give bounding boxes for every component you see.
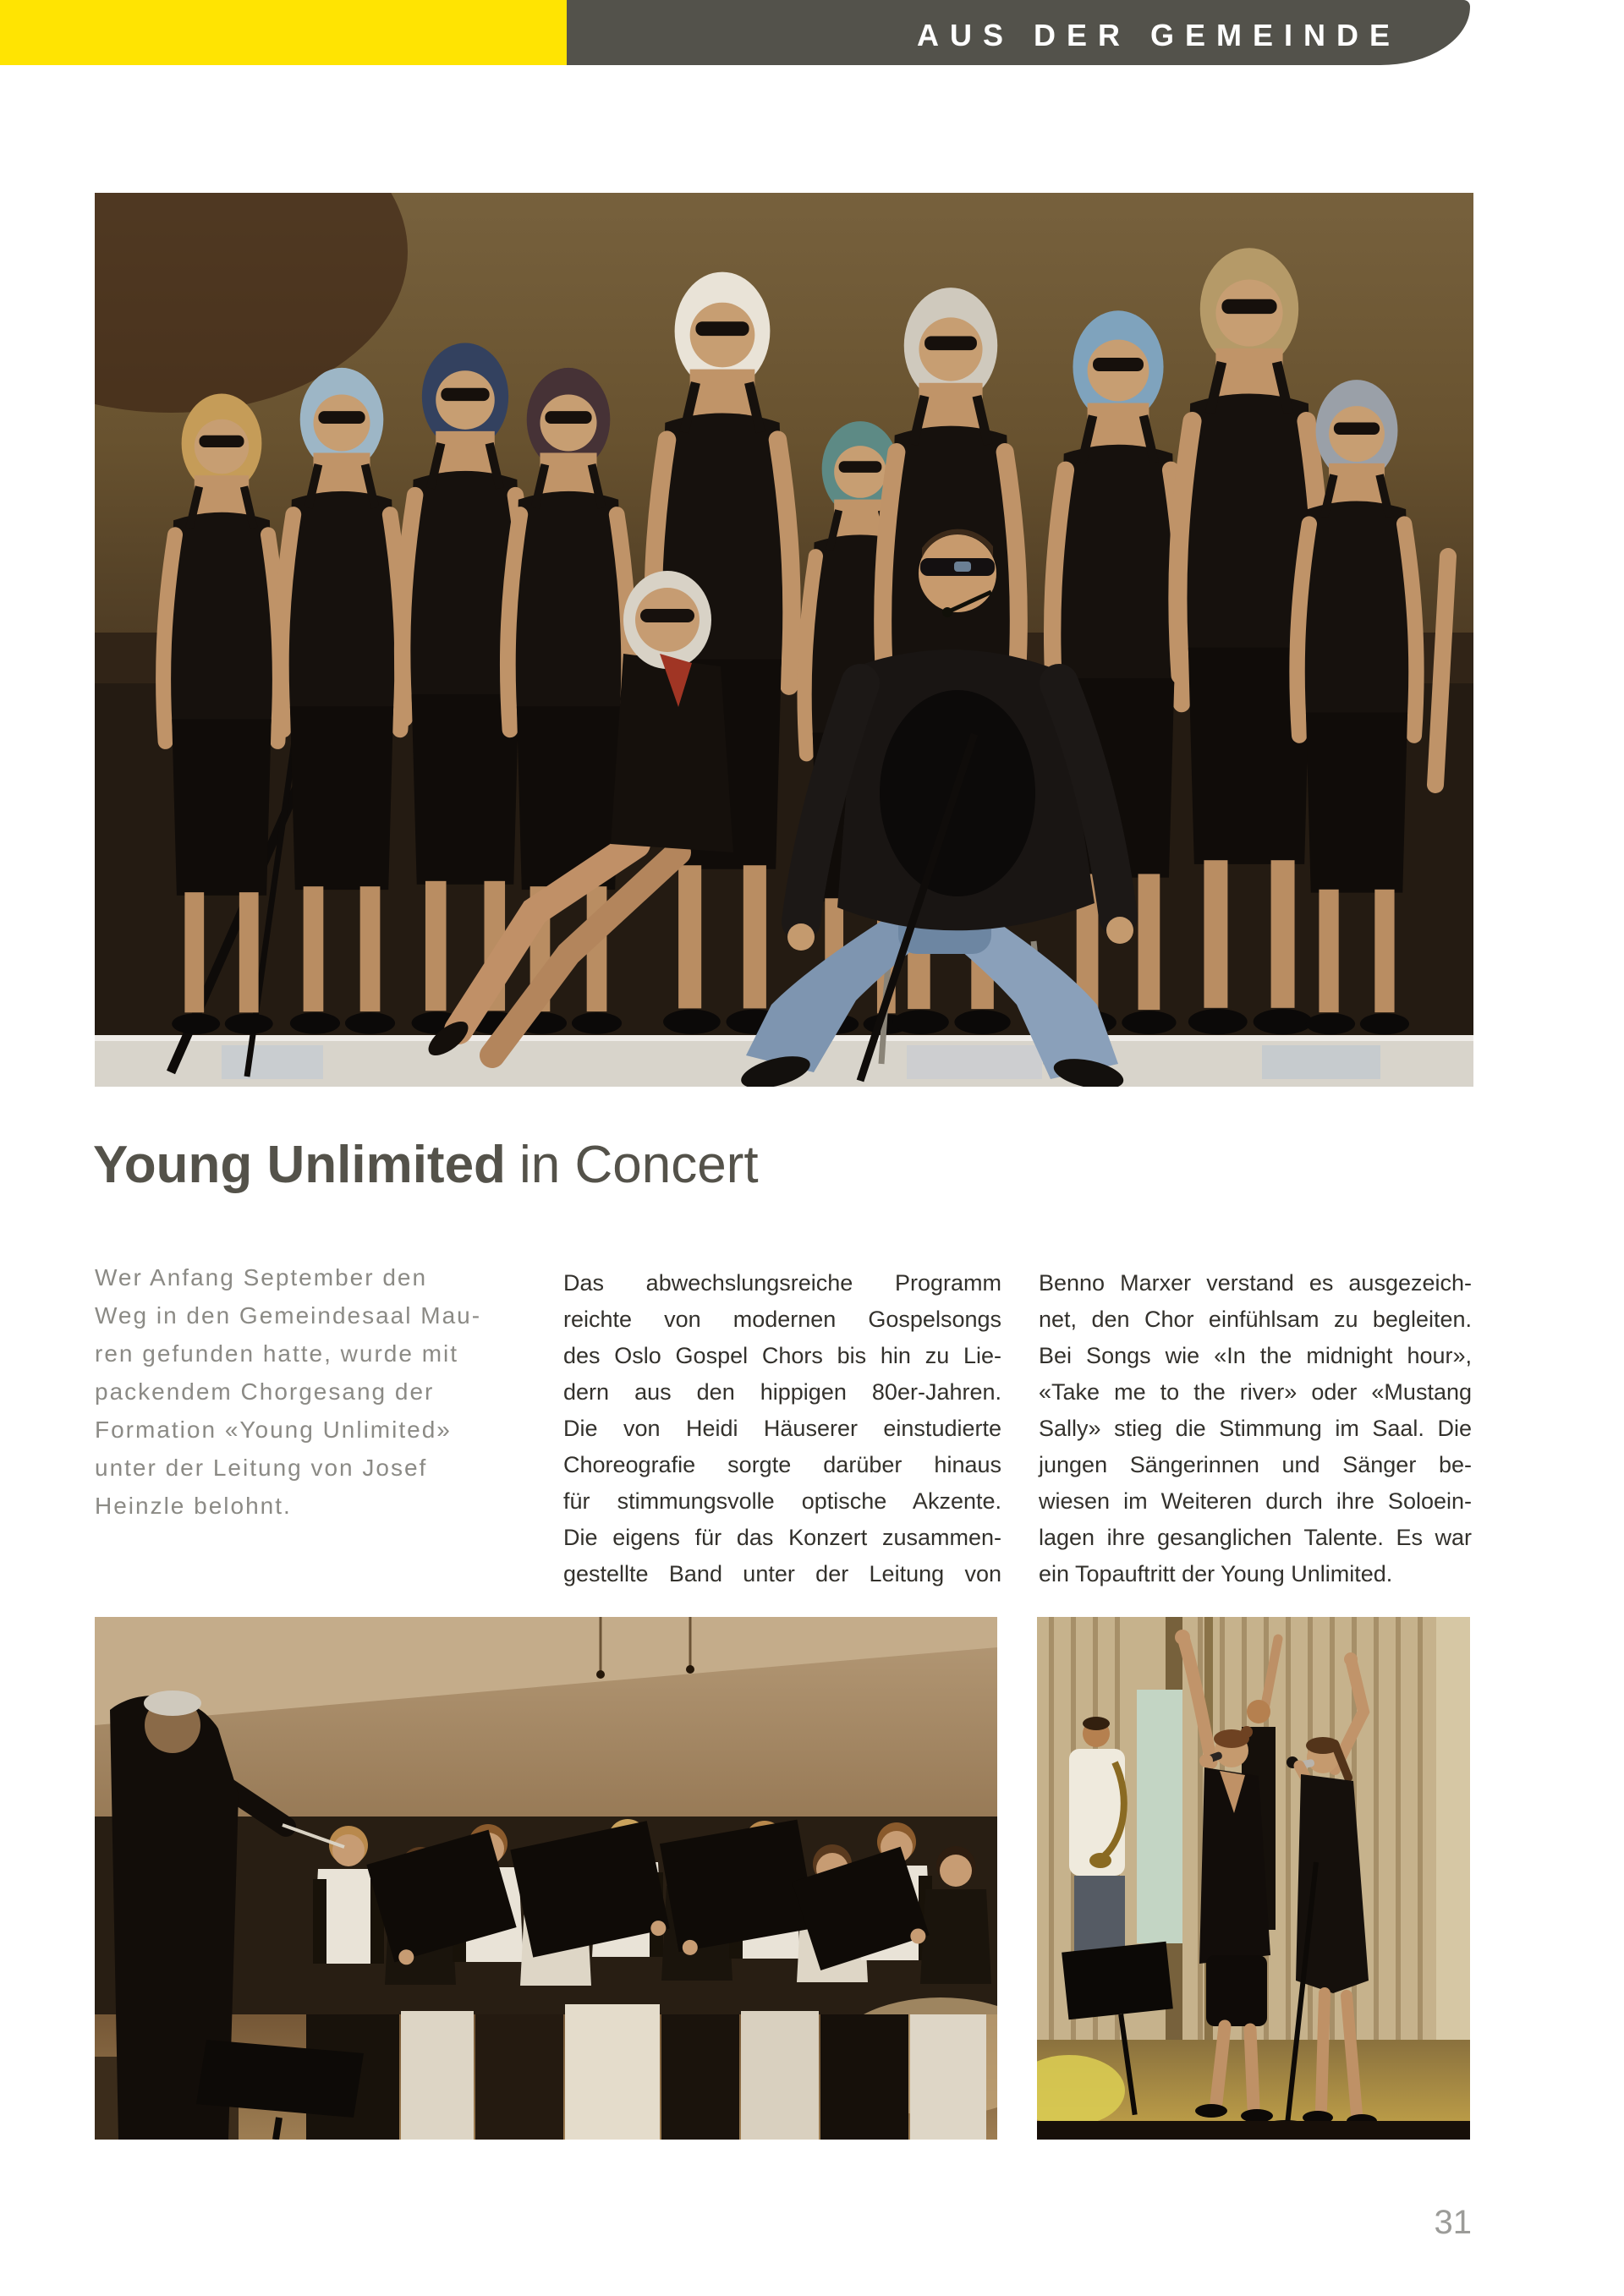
accent-yellow-block: [0, 0, 567, 65]
text-line: net, den Chor einfühlsam zu begleiten.: [1039, 1307, 1472, 1332]
text-line: Benno Marxer verstand es ausgezeich-: [1039, 1270, 1472, 1296]
header-band: [567, 0, 1470, 65]
page-number: 31: [1434, 2204, 1472, 2241]
text-line: ein Topauftritt der Young Unlimited.: [1039, 1561, 1393, 1586]
text-line: Sally» stieg die Stimmung im Saal. Die: [1039, 1416, 1472, 1441]
text-line: Das abwechslungsreiche Programm: [563, 1270, 1001, 1296]
text-line: Weg in den Gemeindesaal Mau-: [95, 1302, 482, 1329]
text-line: Die von Heidi Häuserer einstudierte: [563, 1416, 1001, 1441]
lead-paragraph: [95, 1258, 524, 1525]
soloists-photo: [1037, 1617, 1470, 2140]
text-line: Heinzle belohnt.: [95, 1493, 292, 1519]
article-title-emphasis: Young Unlimited: [93, 1136, 506, 1194]
text-line: Formation «Young Unlimited»: [95, 1417, 452, 1443]
text-line: ren gefunden hatte, wurde mit: [95, 1340, 459, 1367]
choir-photo: [95, 1617, 997, 2140]
choir-photo-art: [95, 1617, 997, 2140]
text-line: lagen ihre gesanglichen Talente. Es war: [1039, 1525, 1472, 1550]
text-line: für stimmungsvolle optische Akzente.: [563, 1488, 1001, 1514]
text-line: dern aus den hippigen 80er-Jahren.: [563, 1379, 1001, 1405]
text-line: packendem Chorgesang der: [95, 1378, 435, 1405]
text-line: reichte von modernen Gospelsongs: [563, 1307, 1001, 1332]
text-line: jungen Sängerinnen und Sänger be-: [1039, 1452, 1472, 1477]
text-line: gestellte Band unter der Leitung von: [563, 1561, 1001, 1586]
text-line: Bei Songs wie «In the midnight hour»,: [1039, 1343, 1472, 1368]
article-title: [93, 1138, 759, 1192]
top-stage-photo: [95, 193, 1473, 1087]
soloists-photo-art: [1037, 1617, 1470, 2140]
text-line: Wer Anfang September den: [95, 1264, 428, 1290]
text-line: wiesen im Weiteren durch ihre Soloein-: [1039, 1488, 1472, 1514]
text-line: unter der Leitung von Josef: [95, 1455, 428, 1481]
section-header-label: AUS DER GEMEINDE: [916, 18, 1401, 52]
top-stage-photo-art: [95, 193, 1473, 1087]
body-column-2: [563, 1265, 1001, 1592]
text-line: Die eigens für das Konzert zusammen-: [563, 1525, 1001, 1550]
body-column-3: [1039, 1265, 1472, 1592]
text-line: Choreografie sorgte darüber hinaus: [563, 1452, 1001, 1477]
article-title-rest: in Concert: [519, 1136, 759, 1194]
text-line: des Oslo Gospel Chors bis hin zu Lie-: [563, 1343, 1001, 1368]
text-line: «Take me to the river» oder «Mustang: [1039, 1379, 1472, 1405]
